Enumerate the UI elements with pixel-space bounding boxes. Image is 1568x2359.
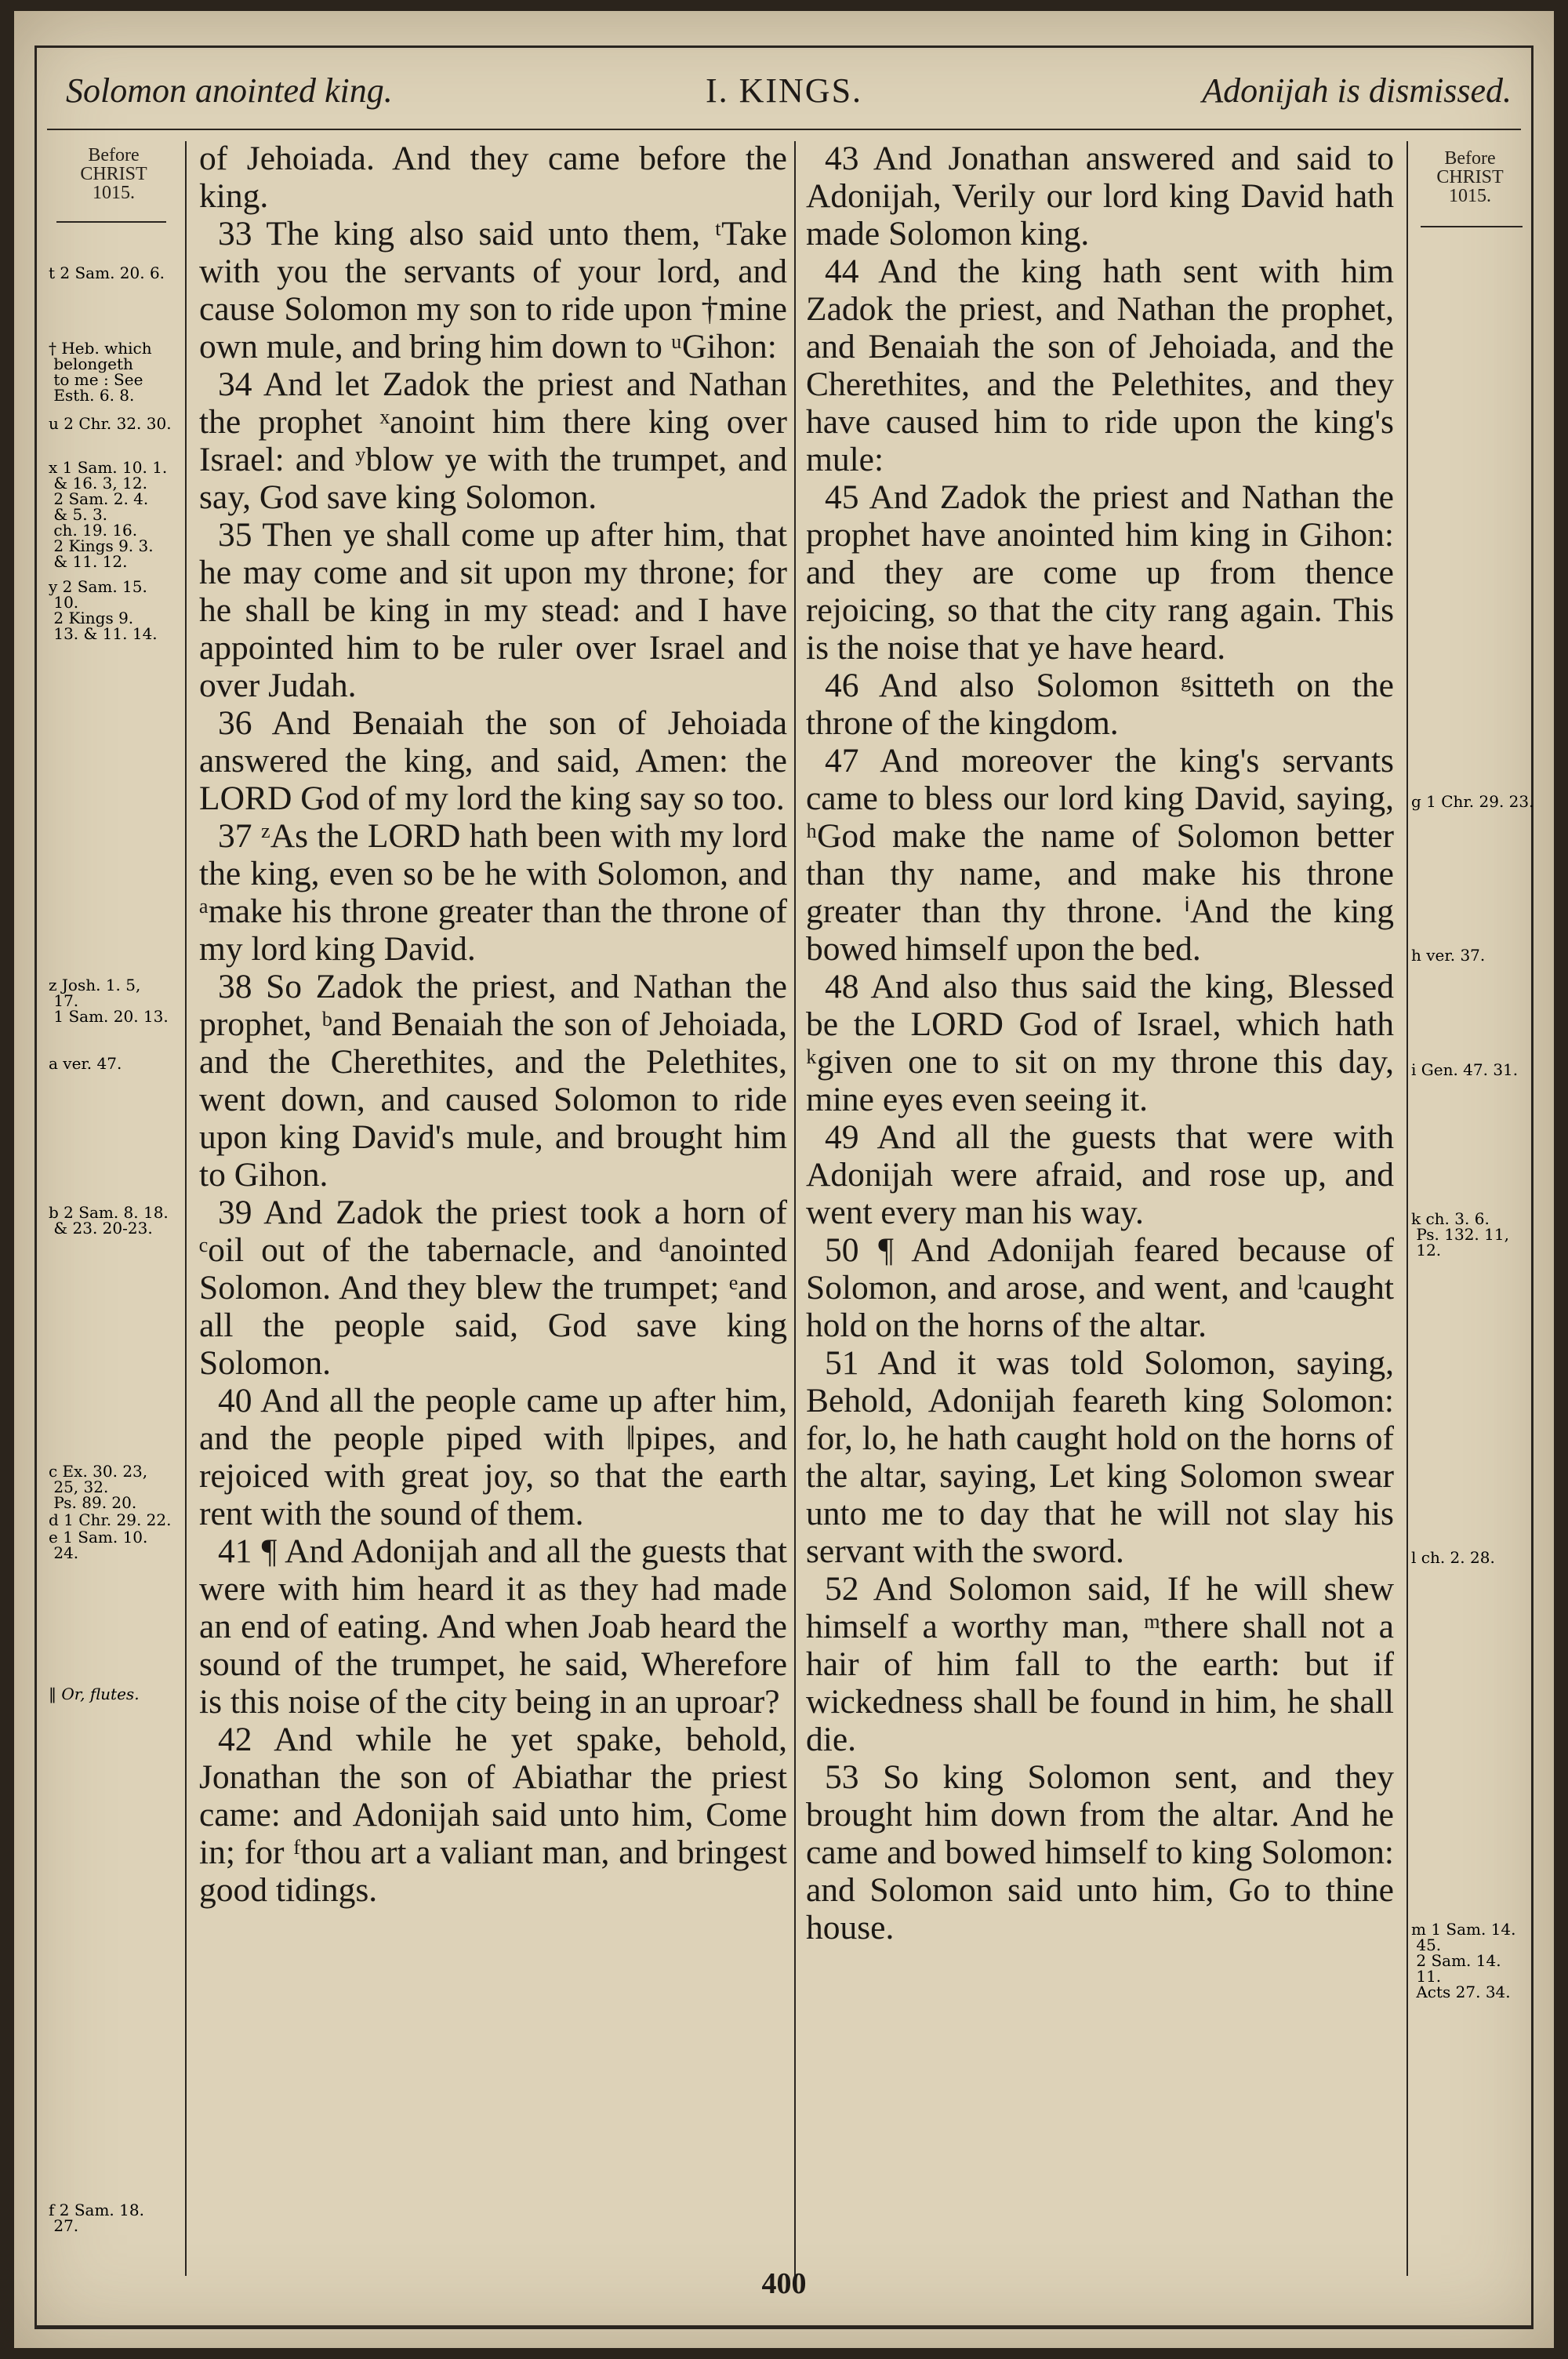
center-column-rule (794, 141, 796, 2276)
verse-paragraph: of Jehoiada. And they came before the king. (199, 140, 787, 215)
margin-note: l ch. 2. 28. (1411, 1548, 1495, 1567)
verse-paragraph: 34 And let Zadok the priest and Nathan the prophet ˣanoint him there king over Israel: and ʸblow ye with the trumpet, and say, God save king Solomon. (199, 365, 787, 516)
right-margin-notes (1411, 149, 1529, 205)
margin-note: g 1 Chr. 29. 23. (1411, 792, 1534, 811)
text-column-right (806, 140, 1394, 1946)
verse-paragraph: 48 And also thus said the king, Blessed be the LORD God of Israel, which hath ᵏgiven one to sit on my throne this day, mine eyes even seeing it. (806, 968, 1394, 1118)
left-margin-notes (47, 146, 180, 202)
verse-paragraph: 44 And the king hath sent with him Zadok the priest, and Nathan the prophet, and Benaiah the son of Jehoiada, and the Cherethites, and the Pelethites, and they have caused him to ride upon the king's mule: (806, 253, 1394, 478)
verse-paragraph: 33 The king also said unto them, ᵗTake with you the servants of your lord, and cause Solomon my son to ride upon †mine own mule, and bring him down to ᵘGihon: (199, 215, 787, 365)
margin-note: d 1 Chr. 29. 22. (49, 1510, 172, 1529)
margin-note: y 2 Sam. 15. 10. 2 Kings 9. 13. & 11. 14. (49, 577, 158, 643)
verse-paragraph: 41 ¶ And Adonijah and all the guests that were with him heard it as they had made an end of eating. And when Joab heard the sound of the trumpet, he said, Wherefore is this noise of the city being in an uproar? (199, 1532, 787, 1721)
margin-note: ‖ Or, flutes. (49, 1685, 140, 1703)
verse-paragraph: 50 ¶ And Adonijah feared because of Solomon, and arose, and went, and ˡcaught hold on the horns of the altar. (806, 1231, 1394, 1344)
header-book-title: I. KINGS. (705, 71, 863, 110)
right-margin-rule (1406, 141, 1408, 2276)
verse-paragraph: 51 And it was told Solomon, saying, Behold, Adonijah feareth king Solomon: for, lo, he hath caught hold on the horns of the altar, saying, Let king Solomon swear unto me to day that he will not slay his servant with the sword. (806, 1344, 1394, 1570)
margin-note: u 2 Chr. 32. 30. (49, 414, 172, 433)
header-left-title: Solomon anointed king. (66, 71, 393, 110)
verse-paragraph: 42 And while he yet spake, behold, Jonathan the son of Abiathar the priest came: and Adonijah said unto him, Come in; for ᶠthou art a valiant man, and bringest good tidings. (199, 1721, 787, 1909)
verse-paragraph: 52 And Solomon said, If he will shew himself a worthy man, ᵐthere shall not a hair of him fall to the earth: but if wickedness shall be found in him, he shall die. (806, 1570, 1394, 1758)
margin-note: f 2 Sam. 18. 27. (49, 2201, 144, 2235)
margin-note: i Gen. 47. 31. (1411, 1060, 1519, 1079)
running-header (34, 64, 1534, 127)
margin-note: † Heb. which belongeth to me : See Esth. 6. 8. (49, 339, 152, 405)
margin-note: t 2 Sam. 20. 6. (49, 264, 165, 282)
margin-note: m 1 Sam. 14. 45. 2 Sam. 14. 11. Acts 27. 34. (1411, 1920, 1516, 2001)
margin-note: x 1 Sam. 10. 1. & 16. 3, 12. 2 Sam. 2. 4. & 5. 3. ch. 19. 16. 2 Kings 9. 3. & 11. 12. (49, 458, 168, 571)
margin-note: k ch. 3. 6. Ps. 132. 11, 12. (1411, 1209, 1509, 1259)
verse-paragraph: 37 ᶻAs the LORD hath been with my lord the king, even so be he with Solomon, and ᵃmake his throne greater than the throne of my lord king David. (199, 817, 787, 968)
verse-paragraph: 38 So Zadok the priest, and Nathan the prophet, ᵇand Benaiah the son of Jehoiada, and the Cherethites, and the Pelethites, went down, and caused Solomon to ride upon king David's mule, and brought him to Gihon. (199, 968, 787, 1194)
margin-note: e 1 Sam. 10. 24. (49, 1528, 148, 1562)
margin-note: z Josh. 1. 5, 17. 1 Sam. 20. 13. (49, 976, 169, 1026)
margin-note: h ver. 37. (1411, 946, 1486, 965)
margin-note: a ver. 47. (49, 1054, 122, 1073)
before-christ-label-right: Before CHRIST 1015. (1436, 148, 1504, 206)
verse-paragraph: 43 And Jonathan answered and said to Adonijah, Verily our lord king David hath made Solomon king. (806, 140, 1394, 253)
margin-note: b 2 Sam. 8. 18. & 23. 20-23. (49, 1203, 169, 1238)
margin-note: c Ex. 30. 23, 25, 32. Ps. 89. 20. (49, 1462, 148, 1512)
page-number: 400 (761, 2267, 807, 2300)
left-margin-short-rule (56, 221, 166, 223)
before-christ-label-left: Before CHRIST 1015. (80, 145, 147, 203)
verse-paragraph: 45 And Zadok the priest and Nathan the prophet have anointed him king in Gihon: and they are come up from thence rejoicing, so that the city rang again. This is the noise that ye have heard. (806, 478, 1394, 667)
verse-paragraph: 39 And Zadok the priest took a horn of ᶜoil out of the tabernacle, and ᵈanointed Solomon. And they blew the trumpet; ᵉand all the people said, God save king Solomon. (199, 1194, 787, 1382)
right-margin-short-rule (1421, 226, 1523, 227)
header-right-title: Adonijah is dismissed. (1202, 71, 1512, 110)
verse-paragraph: 53 So king Solomon sent, and they brought him down from the altar. And he came and bowed himself to king Solomon: and Solomon said unto him, Go to thine house. (806, 1758, 1394, 1946)
verse-paragraph: 49 And all the guests that were with Adonijah were afraid, and rose up, and went every man his way. (806, 1118, 1394, 1231)
verse-paragraph: 36 And Benaiah the son of Jehoiada answered the king, and said, Amen: the LORD God of my lord the king say so too. (199, 704, 787, 817)
left-margin-rule (185, 141, 187, 2276)
verse-paragraph: 47 And moreover the king's servants came to bless our lord king David, saying, ʰGod make the name of Solomon better than thy name, and make his throne greater than thy throne. ⁱAnd the king bowed himself upon the bed. (806, 742, 1394, 968)
verse-paragraph: 46 And also Solomon ᵍsitteth on the throne of the kingdom. (806, 667, 1394, 742)
verse-paragraph: 35 Then ye shall come up after him, that he may come and sit upon my throne; for he shall be king in my stead: and I have appointed him to be ruler over Israel and over Judah. (199, 516, 787, 704)
header-rule (47, 129, 1521, 130)
text-column-left (199, 140, 787, 1909)
verse-paragraph: 40 And all the people came up after him, and the people piped with ‖pipes, and rejoiced with great joy, so that the earth rent with the sound of them. (199, 1382, 787, 1532)
